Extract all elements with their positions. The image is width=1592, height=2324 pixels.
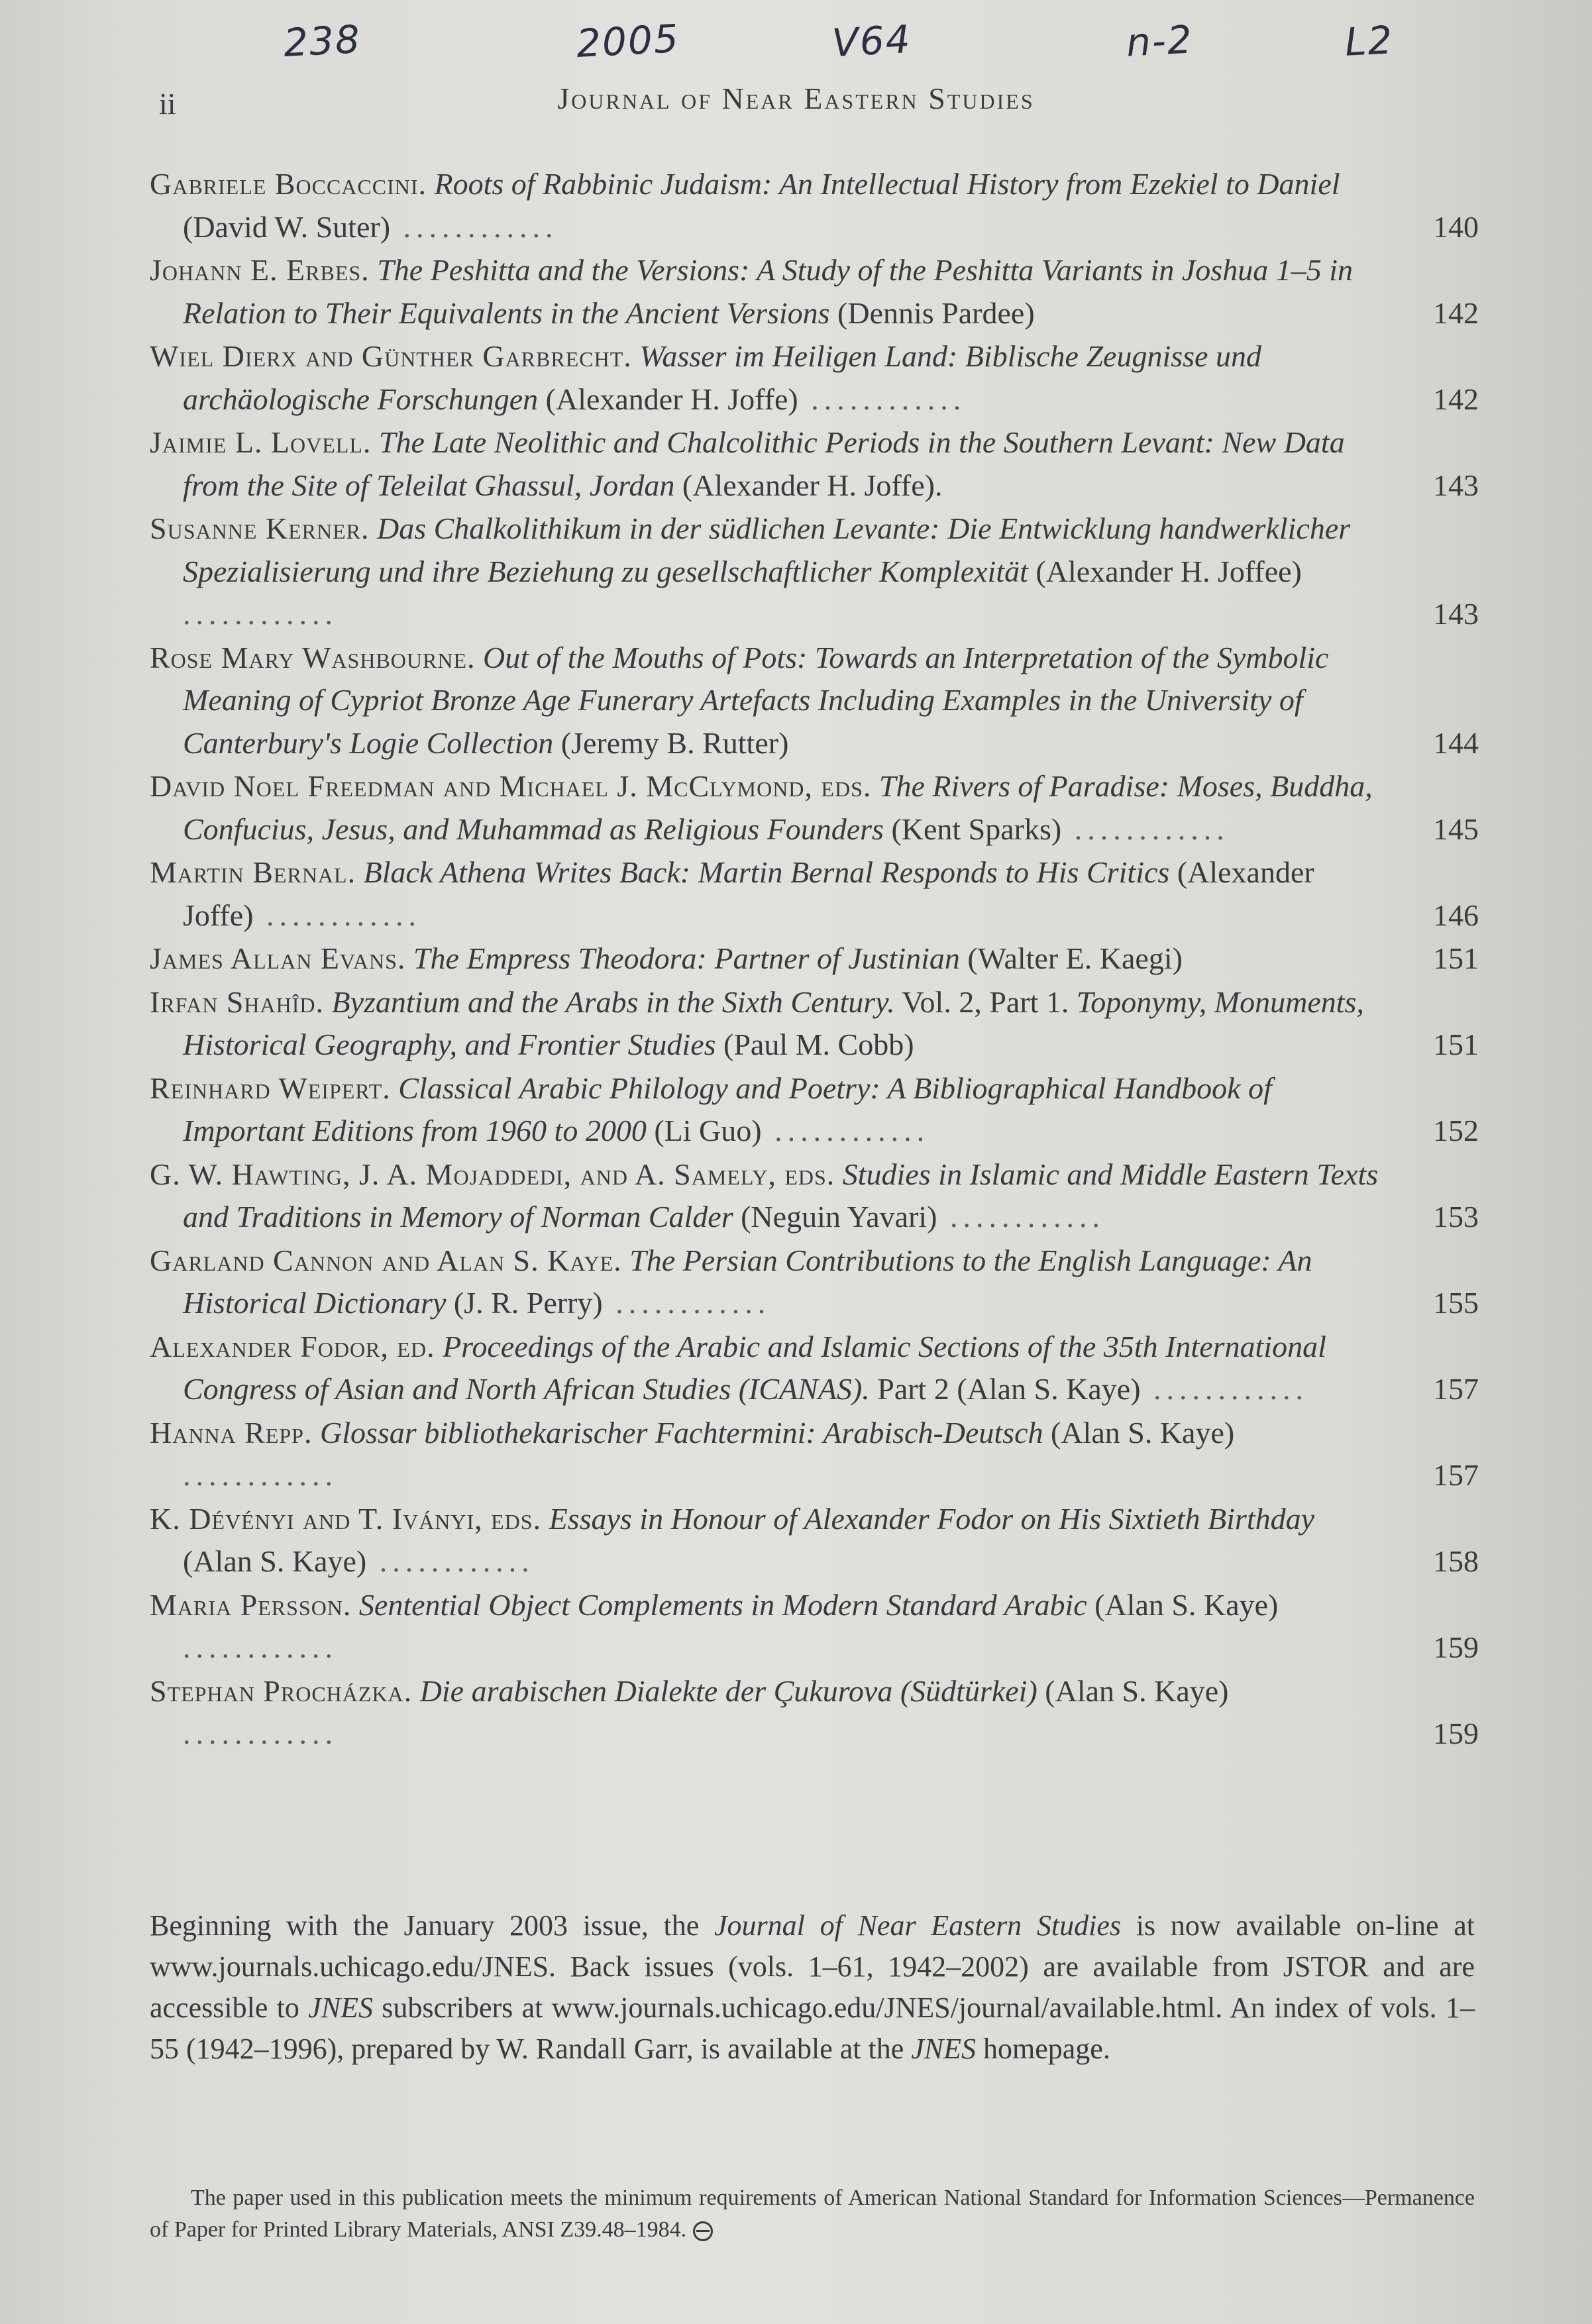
entry-title: Proceedings of the Arabic and Islamic Sections of the 35th International Congress of Asian and North African Studies (ICANAS). <box>183 1329 1326 1406</box>
entry-reviewer: (Alexander Joffe) <box>183 855 1314 932</box>
entry-extra: Vol. 2, Part 1. <box>902 984 1069 1019</box>
entry-title: Das Chalkolithikum in der südlichen Levante: Die Entwicklung handwerklicher Spezialisierung und ihre Beziehung zu gesellschaftlicher Komplexität <box>183 511 1351 588</box>
entry-author: Susanne Kerner. <box>150 511 370 545</box>
entry-reviewer: (J. R. Perry) <box>453 1286 603 1320</box>
entry-title: Sentential Object Complements in Modern Standard Arabic <box>358 1587 1087 1622</box>
entry-reviewer: (Alan S. Kaye) <box>957 1372 1141 1406</box>
toc-entry <box>150 421 1479 507</box>
dot-leader: ............ <box>183 597 338 631</box>
toc-entry <box>150 249 1479 335</box>
toc-entry <box>150 163 1479 248</box>
entry-author: G. W. Hawting, J. A. Mojaddedi, and A. Samely, eds. <box>150 1157 835 1191</box>
notice-abbrev: JNES <box>308 1991 373 2024</box>
entry-title: Glossar bibliothekarischer Fachtermini: Arabisch-Deutsch <box>319 1415 1043 1450</box>
entry-title: Black Athena Writes Back: Martin Bernal Responds to His Critics <box>363 855 1170 889</box>
dot-leader: ............ <box>602 1286 771 1320</box>
dot-leader: ............ <box>937 1200 1106 1234</box>
entry-author: James Allan Evans. <box>150 941 406 975</box>
entry-page-number: 157 <box>1433 1372 1479 1406</box>
entry-reviewer: (Walter E. Kaegi) <box>967 941 1183 975</box>
dot-leader: ............ <box>253 898 421 932</box>
entry-reviewer: (Alexander H. Joffe) <box>545 382 798 416</box>
entry-title: The Persian Contributions to the English Language: An Historical Dictionary <box>183 1243 1312 1320</box>
entry-title: Roots of Rabbinic Judaism: An Intellectual History from Ezekiel to Daniel <box>434 167 1340 201</box>
page-folio: ii <box>159 87 176 121</box>
entry-title: The Late Neolithic and Chalcolithic Periods in the Southern Levant: New Data from the Site of Teleilat Ghassul, Jordan <box>183 425 1345 502</box>
entry-title: The Rivers of Paradise: Moses, Buddha, Confucius, Jesus, and Muhammad as Religious Founders <box>183 769 1373 846</box>
notice-abbrev: JNES <box>911 2033 977 2065</box>
handwritten-note: 2005 <box>575 15 681 67</box>
entry-reviewer: (Alan S. Kaye) <box>1094 1587 1279 1622</box>
entry-reviewer: (Paul M. Cobb) <box>723 1028 914 1061</box>
dot-leader: ............ <box>1061 812 1230 846</box>
paper-standard-footnote <box>150 2182 1475 2246</box>
dot-leader: ............ <box>761 1114 930 1147</box>
table-of-contents <box>150 163 1479 1756</box>
entry-author: Reinhard Weipert. <box>150 1071 391 1105</box>
toc-entry <box>150 1240 1479 1325</box>
entry-author: Gabriele Boccaccini. <box>150 167 427 201</box>
toc-entry <box>150 765 1479 851</box>
toc-entry <box>150 981 1479 1067</box>
notice-text: subscribers at www.journals.uchicago.edu/JNES/journal/available.html. An index of vols. 1–55 (1942–1996), prepared by W. Randall Garr, is available at the <box>150 1991 1475 2065</box>
entry-reviewer: (Alan S. Kaye) <box>1045 1673 1229 1708</box>
entry-page-number: 153 <box>1433 1200 1479 1234</box>
entry-title: Die arabischen Dialekte der Çukurova (Südtürkei) <box>419 1673 1037 1708</box>
entry-author: K. Dévényi and T. Iványi, eds. <box>150 1501 542 1536</box>
entry-page-number: 158 <box>1433 1544 1479 1578</box>
permanence-symbol-icon <box>693 2221 713 2241</box>
entry-author: Hanna Repp. <box>150 1415 313 1450</box>
notice-text: Beginning with the January 2003 issue, the <box>150 1909 715 1942</box>
entry-author: Jaimie L. Lovell. <box>150 425 372 459</box>
entry-reviewer: (Dennis Pardee) <box>837 295 1035 330</box>
entry-page-number: 146 <box>1433 898 1479 932</box>
online-availability-notice <box>150 1905 1475 2070</box>
entry-title: Toponymy, Monuments, Historical Geography, and Frontier Studies <box>183 984 1364 1061</box>
notice-text: is now available on-line at www.journals.uchicago.edu/JNES. Back issues (vols. 1–61, 1942–2002) are available from JSTOR and are accessible to <box>150 1909 1475 2024</box>
handwritten-note: 238 <box>282 16 362 66</box>
entry-reviewer: (David W. Suter) <box>183 209 391 244</box>
entry-page-number: 142 <box>1433 382 1479 416</box>
toc-entry <box>150 1067 1479 1153</box>
entry-author: Alexander Fodor, ed. <box>150 1329 435 1363</box>
entry-reviewer: (Neguin Yavari) <box>741 1200 937 1234</box>
entry-page-number: 155 <box>1433 1286 1479 1320</box>
dot-leader: ............ <box>798 382 967 416</box>
entry-author: Johann E. Erbes. <box>150 253 370 287</box>
entry-title: Studies in Islamic and Middle Eastern Texts and Traditions in Memory of Norman Calder <box>183 1157 1379 1234</box>
handwritten-note: n-2 <box>1125 17 1194 66</box>
entry-reviewer: (Kent Sparks) <box>891 812 1062 846</box>
toc-entry <box>150 1153 1479 1239</box>
toc-entry <box>150 1584 1479 1669</box>
entry-author: David Noel Freedman and Michael J. McClymond, eds. <box>150 769 872 803</box>
entry-page-number: 140 <box>1433 209 1479 244</box>
entry-reviewer: (Li Guo) <box>654 1114 762 1147</box>
entry-author: Maria Persson. <box>150 1587 352 1622</box>
entry-page-number: 144 <box>1433 725 1479 760</box>
entry-reviewer: (Alan S. Kaye) <box>183 1544 367 1578</box>
handwritten-note: L2 <box>1344 17 1395 65</box>
entry-page-number: 143 <box>1433 597 1479 631</box>
dot-leader: ............ <box>366 1544 535 1578</box>
toc-entry <box>150 851 1479 937</box>
footnote-text: The paper used in this publication meets the minimum requirements of American National Standard for Information Sciences—Permanence of Paper for Printed Library Materials, ANSI Z39.48–1984. <box>150 2186 1475 2242</box>
dot-leader: ............ <box>390 209 558 244</box>
toc-entry <box>150 335 1479 421</box>
entry-title: Classical Arabic Philology and Poetry: A Bibliographical Handbook of Important Editions from 1960 to 2000 <box>183 1071 1272 1147</box>
entry-reviewer: (Jeremy B. Rutter) <box>560 725 789 760</box>
entry-page-number: 142 <box>1433 295 1479 330</box>
notice-text: homepage. <box>976 2033 1110 2065</box>
entry-page-number: 143 <box>1433 468 1479 502</box>
notice-journal-name: Journal of Near Eastern Studies <box>714 1909 1122 1942</box>
entry-page-number: 159 <box>1433 1717 1479 1750</box>
entry-title: Byzantium and the Arabs in the Sixth Century. <box>331 984 895 1019</box>
dot-leader: ............ <box>183 1717 338 1750</box>
entry-page-number: 151 <box>1433 1028 1479 1061</box>
entry-title: The Empress Theodora: Partner of Justinian <box>413 941 960 975</box>
toc-entry <box>150 1670 1479 1756</box>
entry-reviewer: (Alexander H. Joffee) <box>1035 554 1302 588</box>
dot-leader: ............ <box>183 1458 338 1492</box>
running-head: Journal of Near Eastern Studies <box>557 81 1035 115</box>
toc-entry <box>150 1326 1479 1411</box>
entry-title: Wasser im Heiligen Land: Biblische Zeugnisse und archäologische Forschungen <box>183 339 1261 416</box>
entry-author: Wiel Dierx and Günther Garbrecht. <box>150 339 632 373</box>
toc-entry <box>150 937 1479 980</box>
entry-page-number: 152 <box>1433 1114 1479 1147</box>
entry-title: The Peshitta and the Versions: A Study of the Peshitta Variants in Joshua 1–5 in Relation to Their Equivalents in the Ancient Versions <box>183 253 1353 330</box>
entry-title: Essays in Honour of Alexander Fodor on His Sixtieth Birthday <box>549 1501 1315 1536</box>
entry-page-number: 157 <box>1433 1458 1479 1492</box>
entry-reviewer: (Alan S. Kaye) <box>1051 1415 1235 1450</box>
entry-author: Rose Mary Washbourne. <box>150 640 476 674</box>
entry-author: Stephan Procházka. <box>150 1673 413 1708</box>
toc-entry <box>150 507 1479 636</box>
toc-entry <box>150 1498 1479 1583</box>
dot-leader: ............ <box>183 1630 338 1664</box>
handwritten-note: V64 <box>831 16 913 66</box>
entry-page-number: 151 <box>1433 941 1479 975</box>
toc-entry <box>150 637 1479 765</box>
toc-entry <box>150 1412 1479 1497</box>
entry-author: Martin Bernal. <box>150 855 356 889</box>
entry-reviewer: (Alexander H. Joffe). <box>682 468 943 502</box>
entry-author: Garland Cannon and Alan S. Kaye. <box>150 1243 622 1277</box>
entry-author: Irfan Shahîd. <box>150 984 324 1019</box>
entry-extra: Part 2 <box>877 1372 949 1406</box>
entry-title: Out of the Mouths of Pots: Towards an Interpretation of the Symbolic Meaning of Cypriot Bronze Age Funerary Artefacts Including Examples in the University of Canterbury's Logie Collection <box>183 640 1329 760</box>
entry-page-number: 159 <box>1433 1630 1479 1664</box>
dot-leader: ............ <box>1140 1372 1309 1406</box>
entry-page-number: 145 <box>1433 812 1479 846</box>
handwritten-annotations <box>0 15 1592 78</box>
